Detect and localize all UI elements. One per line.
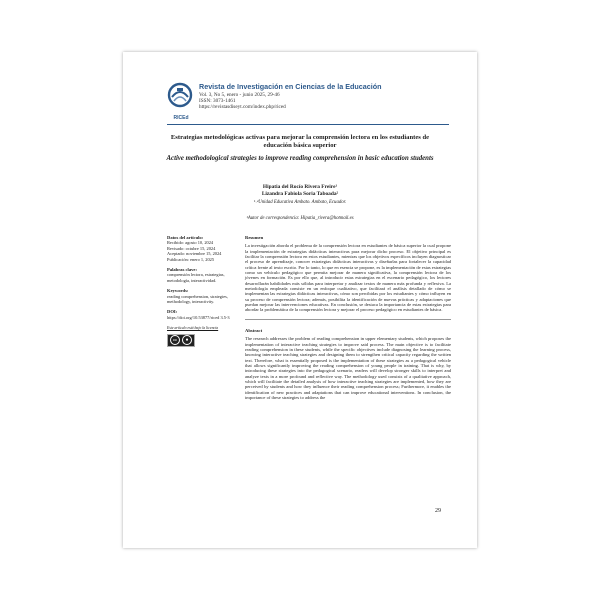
abstract-heading: Abstract — [245, 327, 263, 333]
accepted-date: Aceptado: noviembre 15, 2024 — [167, 251, 222, 257]
license-text[interactable]: Este artículo está bajo la licencia — [167, 326, 219, 331]
abstract-column — [245, 235, 451, 400]
journal-url[interactable]: https://revistasdiseyt.com/index.php/riced — [199, 104, 286, 111]
title-spanish: Estrategias metodológicas activas para mejorar la comprensión lectora en los estudiantes de educación básica superior — [170, 134, 430, 149]
article-sidebar — [167, 235, 231, 347]
revised-date: Revisado: octubre 15, 2024 — [167, 245, 216, 251]
volume-line: Vol. 3, No 5, enero - junio 2025, 29-46 — [199, 92, 280, 98]
cc-icon: cc — [170, 335, 180, 345]
resumen-body: La investigación aborda el problema de la comprensión lectora en estudiantes de básica superior la cual propone la implementación de estrategias didácticas interactivas para mejorar dicho proceso. El objetivo principal es facilitar la comprensión lectora en estos estudiantes, mientras que los objetivos específicos incluyen diagnosticar el proceso de aprendizaje, conocer estrategias didácticas interactivas y diseñarlas para fortalecer la capacidad crítica frente al texto escrito. Por lo tanto, lo que en esencia se propone, es la implementación de estas estrategias como un vehículo pedagógico que permita mejorar de manera significativa, la comprensión lectora de los jóvenes en formación. Es por ello que, al introducir estas estrategias en el escenario pedagógico, los lectores desarrollarán habilidades más sólidas para interpretar y analizar textos de manera más profunda y reflexiva. La metodología empleada consiste en un enfoque cualitativo, que facilitará el análisis detallado de cómo se implementan las estrategias didácticas interactivas, cómo son percibidas por los estudiantes y cómo influyen en su proceso de comprensión lectora; además, posibilita la identificación de nuevas prácticas y adaptaciones que puedan mejorar las intervenciones educativas. En conclusión, se destaca la importancia de estas estrategias para abordar la problemática de la comprensión lectora y mejorar el proceso pedagógico en estudiantes de básica. — [245, 243, 451, 313]
keywords-en: reading comprehension, strategies, methodology, interactivity. — [167, 293, 228, 305]
correspondence: ¹Autor de correspondencia: Hipatia_rivera@hotmail.es — [246, 216, 354, 221]
by-icon: ● — [182, 335, 192, 345]
cc-license-badge[interactable] — [167, 334, 195, 347]
keywords-es-heading: Palabras clave: — [167, 267, 197, 273]
keywords-en-heading: Keywords: — [167, 288, 189, 294]
journal-logo-icon — [167, 82, 193, 116]
journal-title: Revista de Investigación en Ciencias de la Educación — [199, 82, 382, 91]
received-date: Recibido: agosto 10, 2024 — [167, 240, 214, 246]
logo-text: RICEd — [173, 115, 189, 121]
keywords-es: comprensión lectora, estrategias, metodología, interactividad. — [167, 272, 225, 283]
authors — [163, 184, 437, 197]
doi-heading: DOI: — [167, 309, 178, 315]
title-english: Active methodological strategies to improve reading comprehension in basic education students — [166, 155, 434, 162]
resumen-heading: Resumen — [245, 235, 264, 240]
issn: ISSN: 3073-1461 — [199, 98, 236, 105]
published-date: Publicación: enero 1, 2025 — [167, 256, 215, 262]
journal-header — [199, 82, 459, 111]
doi-link[interactable]: https://doi.org/10.53877/riced 3.5-3 — [167, 314, 230, 320]
author-1: Hipatia del Rocío Rivera Freire¹ — [262, 184, 338, 190]
article-info-heading: Datos del artículo: — [167, 235, 204, 240]
author-2: Lizandra Fabiola Soria Taboada² — [261, 190, 339, 197]
header-rule — [167, 124, 449, 125]
page-number: 29 — [435, 508, 441, 514]
abstract-body: The research addresses the problem of reading comprehension in upper elementary students, which proposes the implementation of interactive teaching strategies to improve said process. The main objective is to facilitate reading comprehension in these students, while the specific objectives include diagnosing the learning process, knowing interactive teaching strategies and designing them to strengthen critical capacity regarding the written text. Therefore, what is essentially proposed is the implementation of these strategies as a pedagogical vehicle that allows significantly improving the reading comprehension of young people in training. That is why, by introducing these strategies into the pedagogical scenario, readers will develop stronger skills to interpret and analyze texts in a more profound and reflective way. The methodology used consists of a qualitative approach, which will facilitate the detailed analysis of how interactive teaching strategies are implemented, how they are perceived by students and how they influence their reading comprehension process; Furthermore, it enables the identification of new practices and adaptations that can improve educational interventions. In conclusion, the importance of these strategies to address the — [245, 336, 451, 400]
affiliation: ¹˒²Unidad Educativa Ambato. Ambato, Ecuador. — [253, 200, 347, 205]
paper-page — [123, 52, 477, 548]
abstract-divider — [245, 319, 451, 320]
